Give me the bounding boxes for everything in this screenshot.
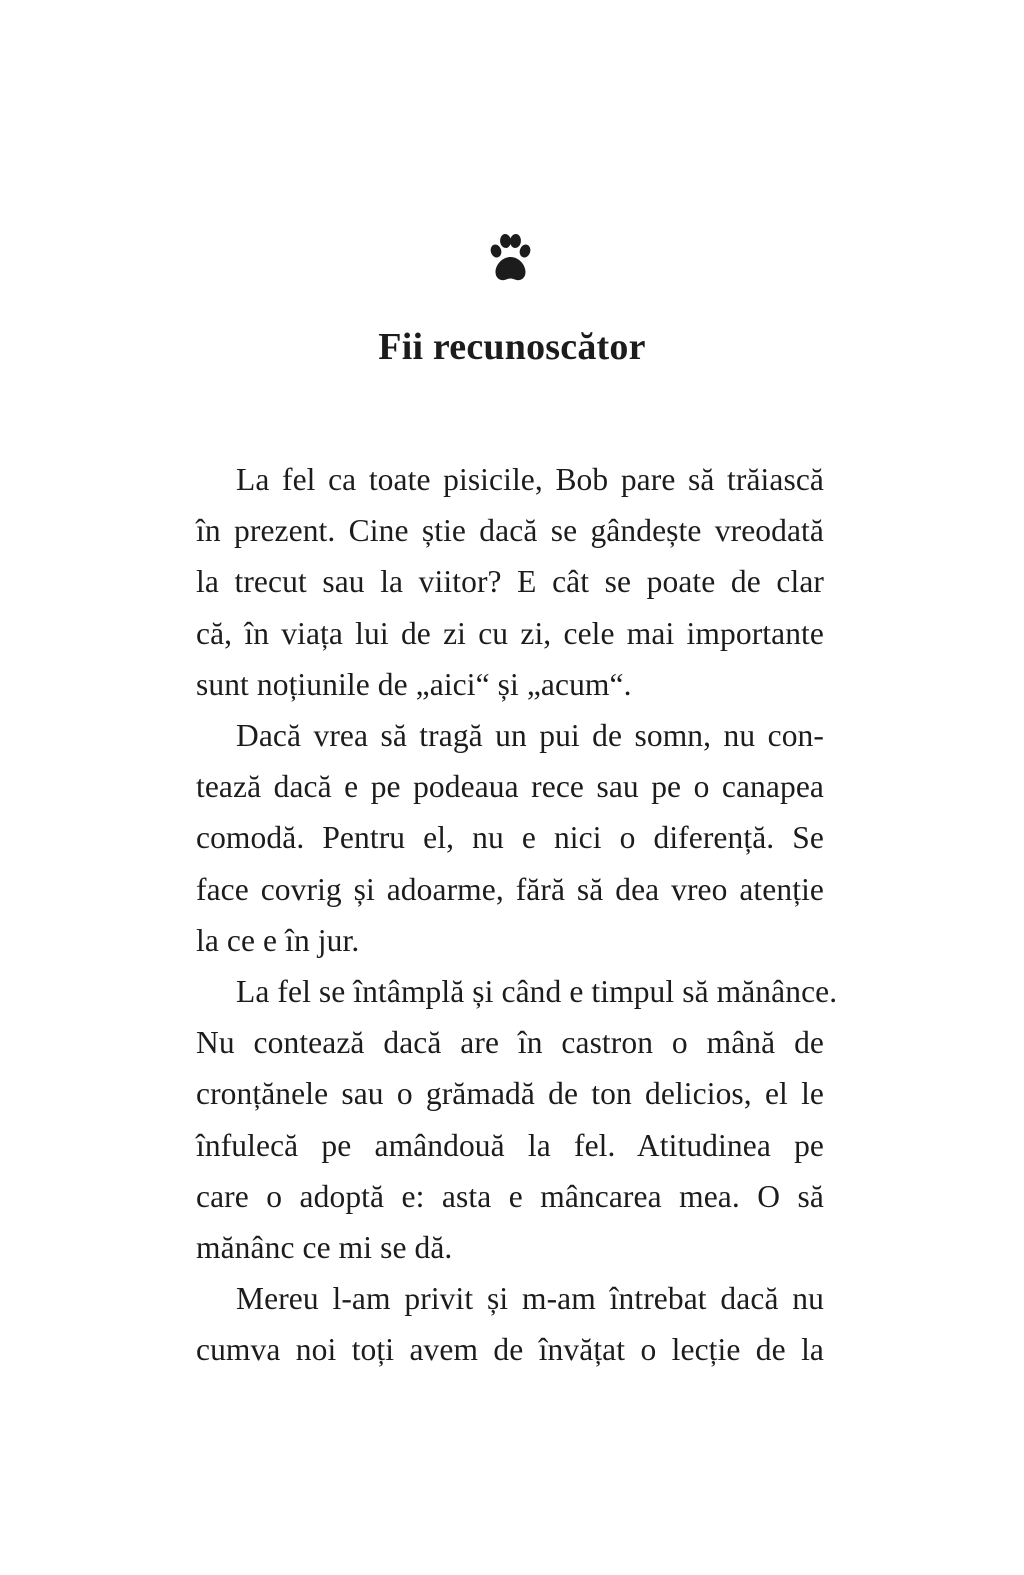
text-line: care o adoptă e: asta e mâncarea mea. O să xyxy=(196,1178,824,1214)
paragraph xyxy=(196,1273,824,1375)
text-line: tează dacă e pe podeaua rece sau pe o canapea xyxy=(196,769,824,805)
text-line: la trecut sau la viitor? E cât se poate de clar xyxy=(196,564,824,600)
text-line: La fel se întâmplă și când e timpul să mănânce. xyxy=(236,974,838,1010)
text-line: înfulecă pe amândouă la fel. Atitudinea pe xyxy=(196,1127,824,1163)
text-line: Dacă vrea să tragă un pui de somn, nu con- xyxy=(236,718,824,754)
text-line: la ce e în jur. xyxy=(196,922,360,958)
text-line: că, în viața lui de zi cu zi, cele mai importante xyxy=(196,615,824,651)
body-text xyxy=(196,454,838,1376)
paragraph xyxy=(196,966,838,1273)
text-line: Mereu l-am privit și m-am întrebat dacă nu xyxy=(236,1281,824,1317)
chapter-title: Fii recunoscător xyxy=(378,326,646,368)
text-line: cronțănele sau o grămadă de ton delicios, el le xyxy=(196,1076,824,1112)
text-line: comodă. Pentru el, nu e nici o diferență. Se xyxy=(196,820,824,856)
paw-print-icon xyxy=(487,232,533,284)
paragraph xyxy=(196,710,824,966)
text-line: La fel ca toate pisicile, Bob pare să trăiască xyxy=(236,462,824,497)
text-line: mănânc ce mi se dă. xyxy=(196,1230,453,1266)
text-line: sunt noțiunile de „aici“ și „acum“. xyxy=(196,666,632,702)
text-line: cumva noi toți avem de învățat o lecție de la xyxy=(196,1332,824,1368)
text-line: în prezent. Cine știe dacă se gândește vreodată xyxy=(196,513,824,549)
text-line: face covrig și adoarme, fără să dea vreo atenție xyxy=(196,871,824,907)
text-line: Nu contează dacă are în castron o mână de xyxy=(196,1025,824,1061)
paragraph xyxy=(196,454,824,710)
